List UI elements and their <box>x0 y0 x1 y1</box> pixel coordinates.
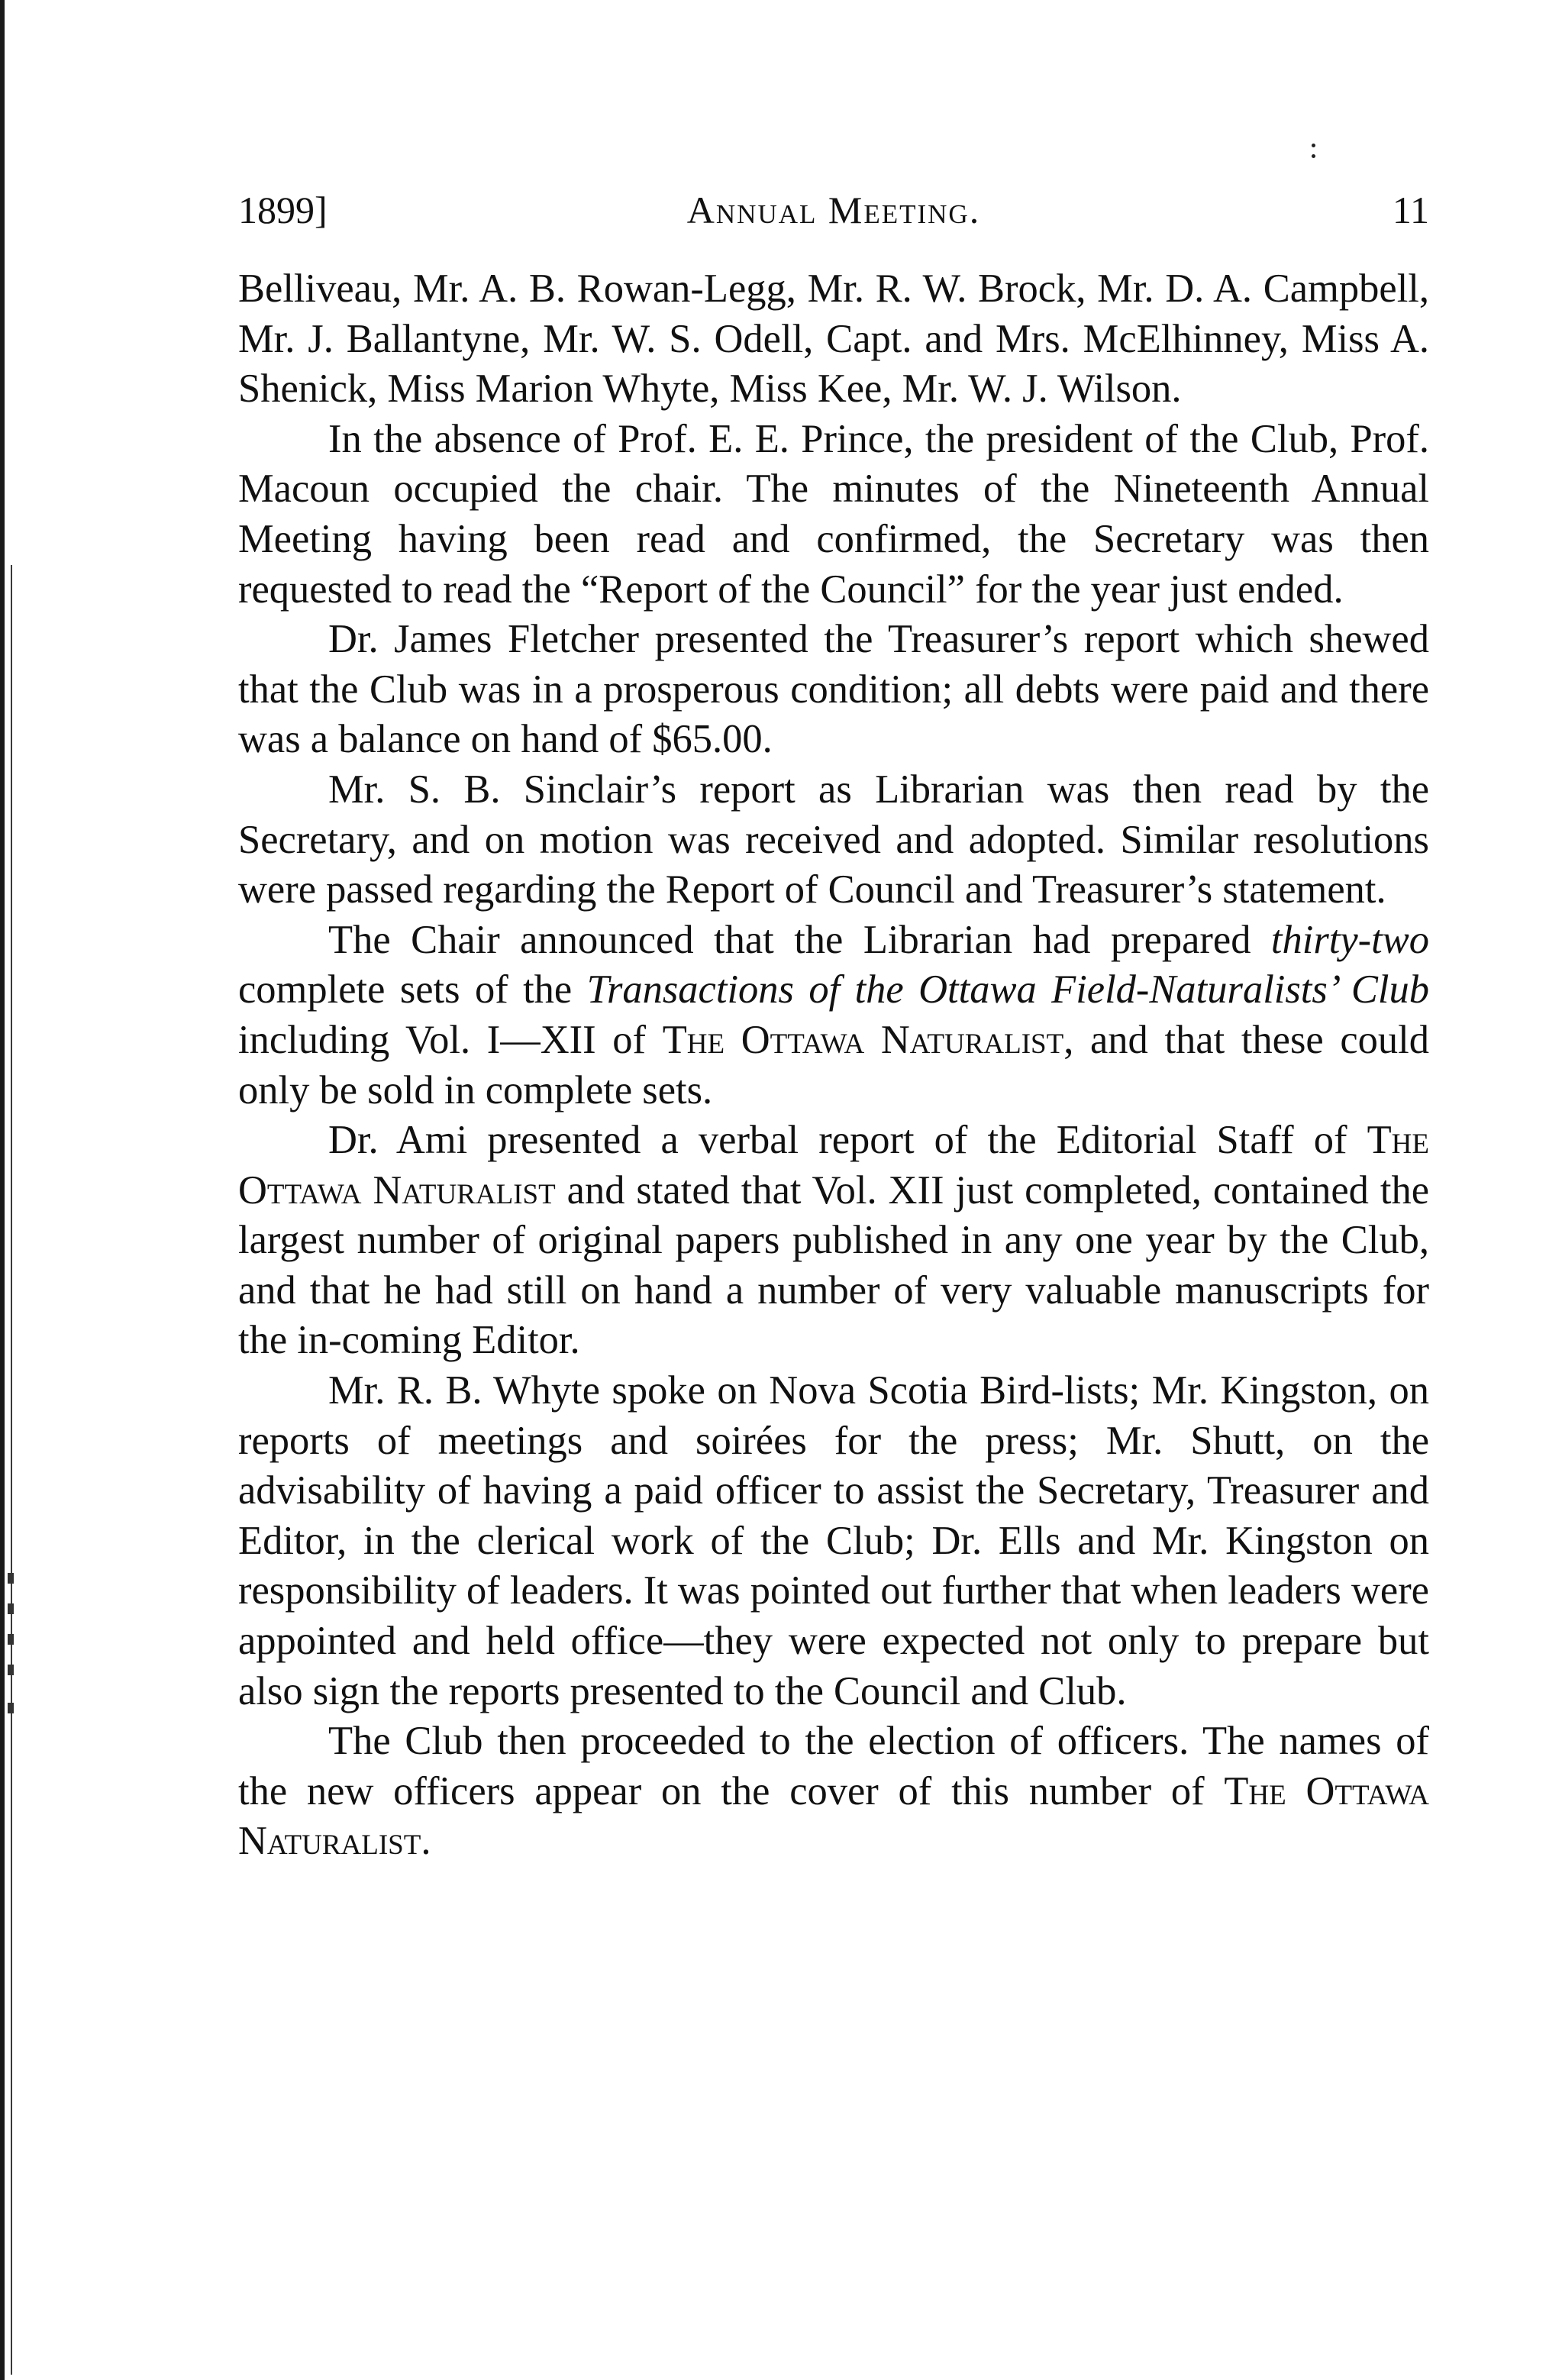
page-binding-line <box>11 565 12 2375</box>
small-caps-text: The Ottawa Naturalist <box>662 1017 1064 1062</box>
paragraph <box>238 1366 1429 1716</box>
stray-mark <box>1312 154 1315 158</box>
text-run: Dr. Ami presented a verbal report of the Editorial Staff of <box>328 1118 1367 1163</box>
page-number: 11 <box>1392 189 1429 231</box>
text-run: Belliveau, Mr. A. B. Rowan-Legg, Mr. R. W. Brock, Mr. D. A. Campbell, Mr. J. Ballantyne, Mr. W. S. Odell, Capt. and Mrs. McElhinney, Miss A. Shenick, Miss Marion Whyte, Miss Kee, Mr. W. J. Wilson. <box>238 266 1429 412</box>
text-run: complete sets of the <box>238 967 587 1012</box>
text-run: and stated that Vol. XII just completed, contained the largest number of original papers published in any one year by the Club, and that he had still on hand a number of very valuable manuscripts for the in-coming Editor. <box>238 1167 1429 1363</box>
paragraph <box>238 415 1429 615</box>
text-run: The Club then proceeded to the election of officers. The names of the new officers appear on the cover of this number of <box>238 1719 1429 1813</box>
paragraph <box>238 1116 1429 1366</box>
small-caps-text: The Ottawa Naturalist <box>238 1768 1429 1864</box>
italic-text: thirty-two <box>1270 917 1429 962</box>
header-year: 1899] <box>238 189 328 231</box>
text-run: including Vol. I—XII of <box>238 1017 663 1062</box>
paragraph <box>238 765 1429 916</box>
text-run: , and that these could only be sold in complete sets. <box>238 1017 1429 1112</box>
stray-mark <box>1312 144 1315 147</box>
paragraph <box>238 916 1429 1116</box>
text-run: Dr. James Fletcher presented the Treasurer’s report which shewed that the Club was in a prosperous condition; all debts were paid and there was a balance on hand of $65.00. <box>238 617 1429 762</box>
text-run: Mr. S. B. Sinclair’s report as Librarian was then read by the Secretary, and on motion was received and adopted. Similar resolutions were passed regarding the Report of Council and Treasurer’s statement. <box>238 767 1429 912</box>
small-caps-text: The Ottawa Naturalist <box>238 1118 1429 1213</box>
binding-marks <box>6 1573 15 1749</box>
text-run: In the absence of Prof. E. E. Prince, the president of the Club, Prof. Macoun occupied the chair. The minutes of the Nineteenth Annual Meeting having been read and confirmed, the Secretary was then requested to read the “Report of the Council” for the year just ended. <box>238 416 1429 612</box>
text-run: . <box>421 1819 431 1864</box>
header-title: Annual Meeting. <box>686 189 981 231</box>
page-binding-edge <box>0 0 5 2380</box>
paragraph <box>238 264 1429 415</box>
paragraph <box>238 1716 1429 1867</box>
text-run: The Chair announced that the Librarian had prepared <box>328 917 1271 962</box>
paragraph <box>238 615 1429 765</box>
italic-text: Transactions of the Ottawa Field-Naturalists’ Club <box>586 967 1429 1012</box>
text-run: Mr. R. B. Whyte spoke on Nova Scotia Bird-lists; Mr. Kingston, on reports of meetings and soirées for the press; Mr. Shutt, on the advisability of having a paid officer to assist the Secretary, Treasurer and Editor, in the clerical work of the Club; Dr. Ells and Mr. Kingston on responsibility of leaders. It was pointed out further that when leaders were appointed and held office—they were expected not only to prepare but also sign the reports presented to the Council and Club. <box>238 1368 1429 1713</box>
running-header <box>238 188 1429 241</box>
body-text <box>238 264 1429 1867</box>
